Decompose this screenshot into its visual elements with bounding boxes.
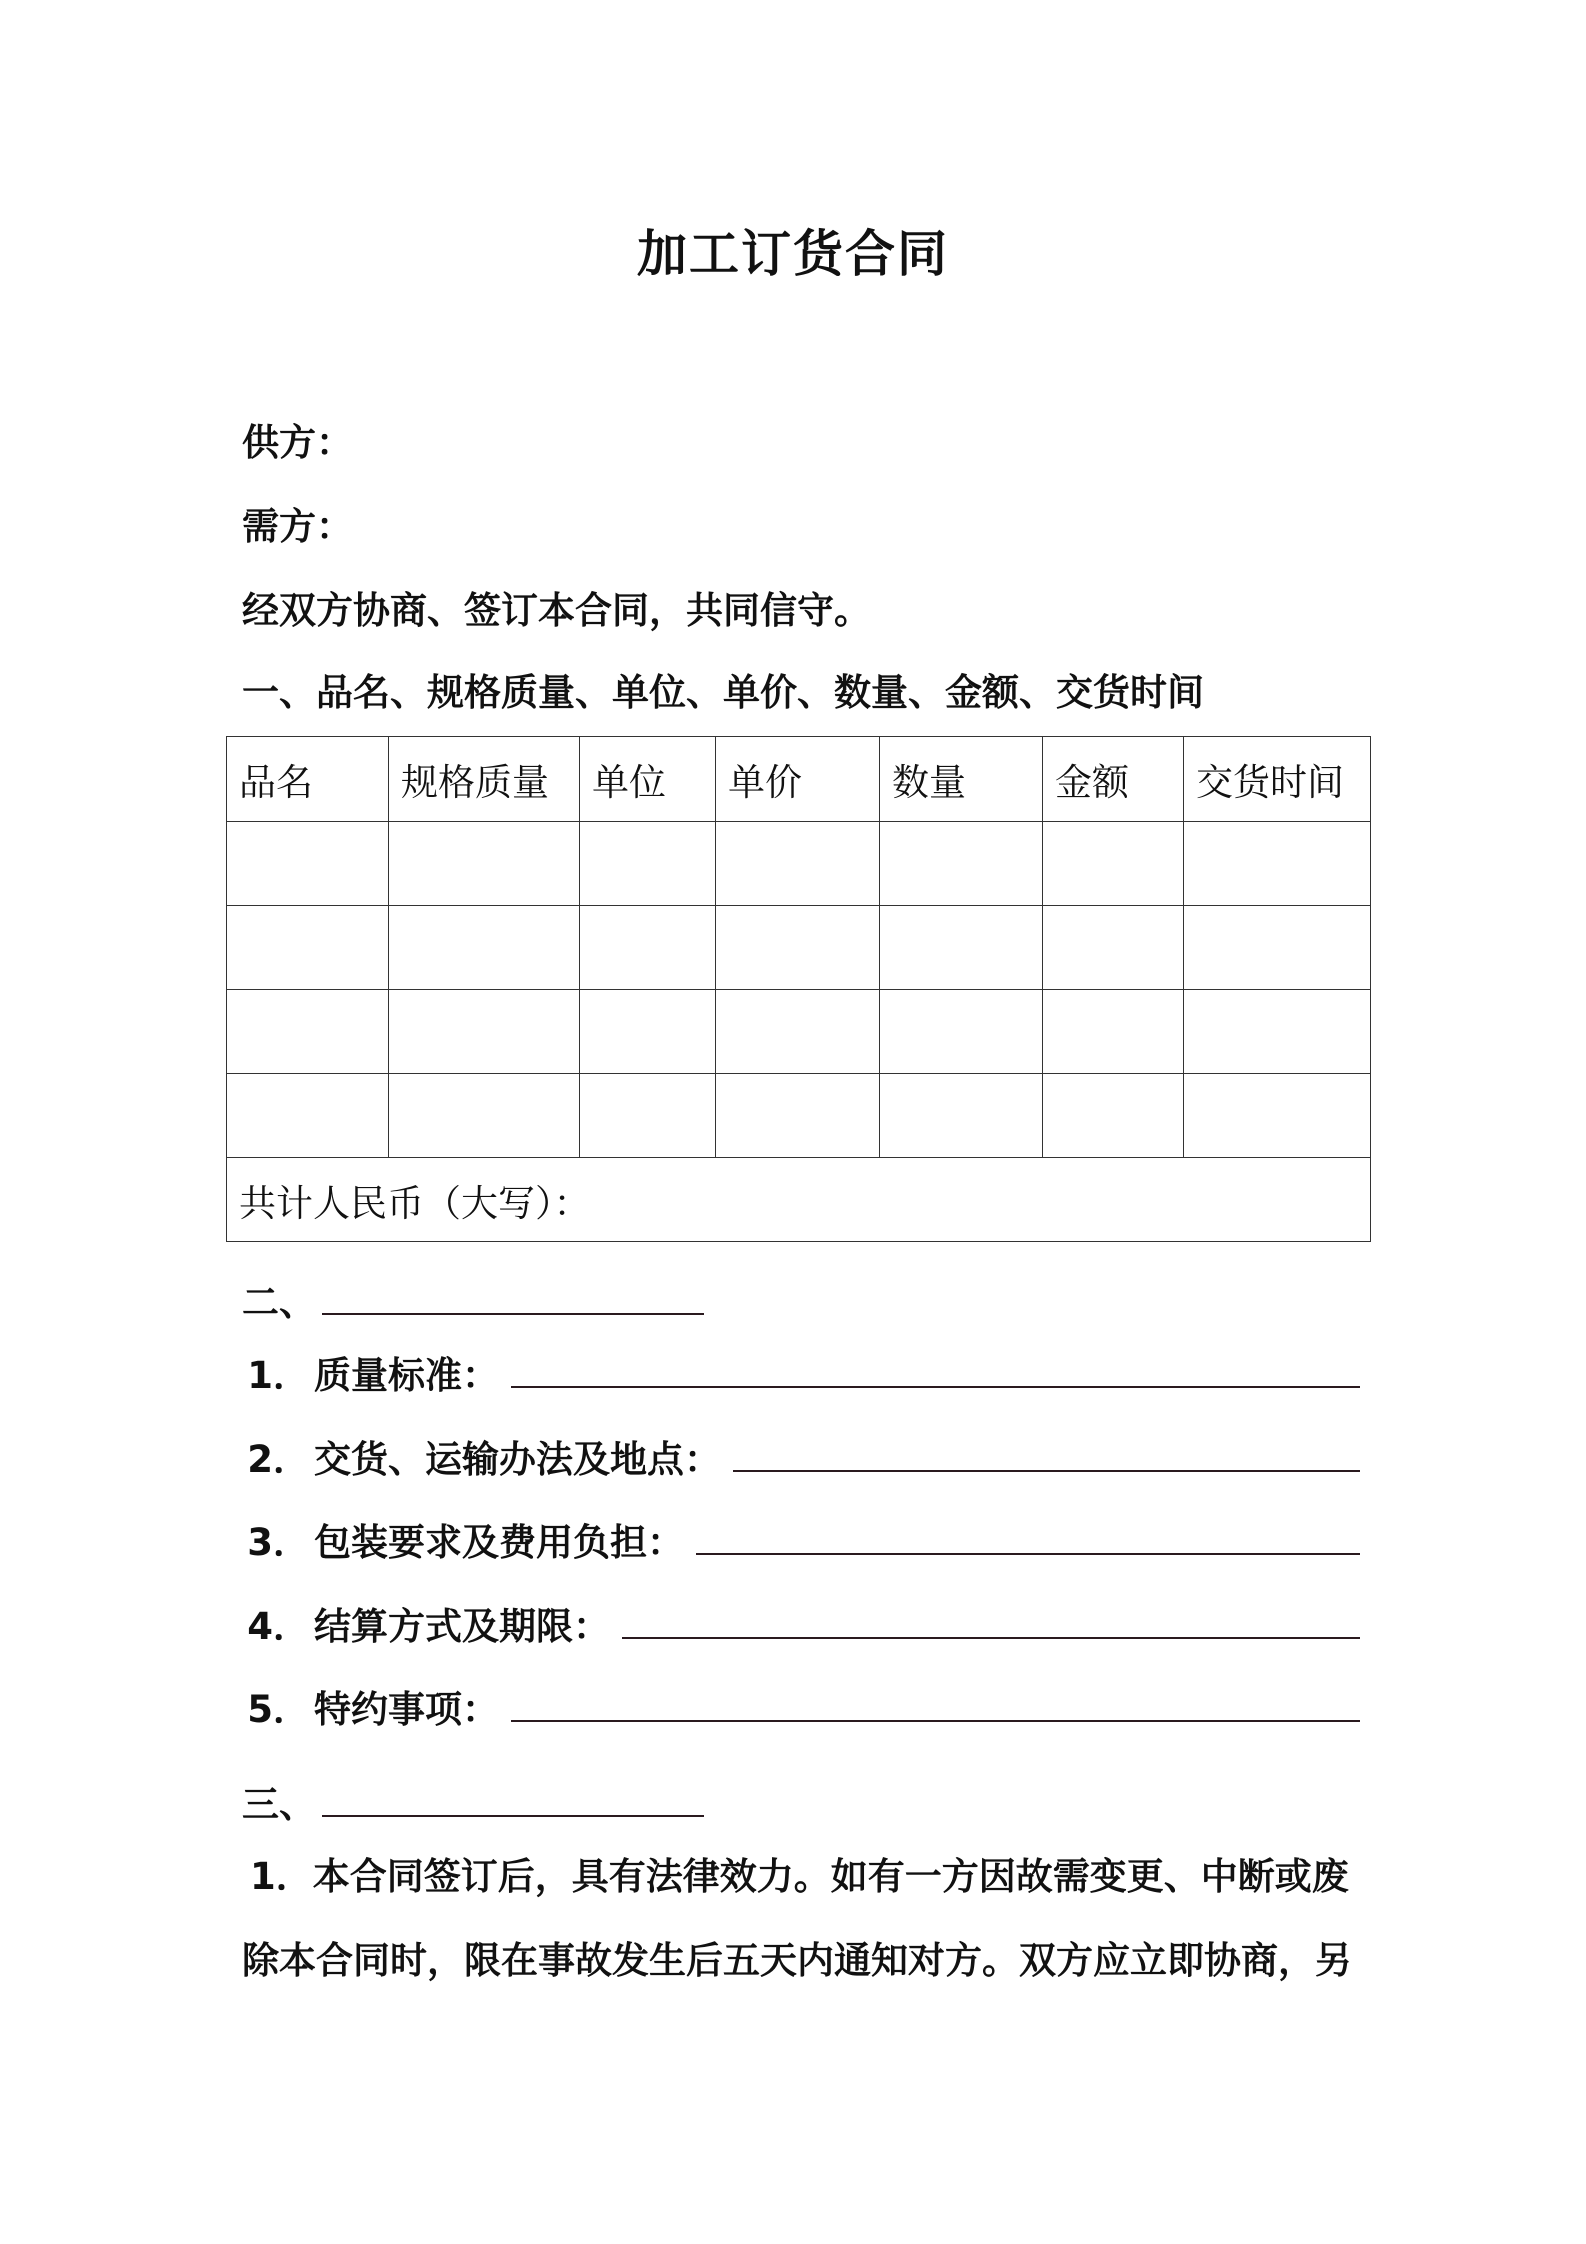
settlement-blank[interactable] xyxy=(622,1603,1360,1639)
section2-item-settlement xyxy=(242,1596,1360,1650)
table-cell[interactable] xyxy=(227,990,389,1074)
table-cell[interactable] xyxy=(227,906,389,990)
section2-heading: 二、 xyxy=(242,1281,316,1324)
item-number: 5． xyxy=(247,1688,310,1731)
table-total-row xyxy=(227,1158,1371,1242)
table-cell[interactable] xyxy=(880,1074,1043,1158)
table-row xyxy=(227,1074,1371,1158)
section3-heading-row xyxy=(242,1774,704,1828)
total-amount-label[interactable]: 共计人民币（大写）： xyxy=(227,1158,1371,1242)
buyer-label: 需方： xyxy=(242,505,353,548)
table-cell[interactable] xyxy=(1184,1074,1371,1158)
section1-heading: 一、品名、规格质量、单位、单价、数量、金额、交货时间 xyxy=(242,671,1204,714)
header-cell-unit: 单位 xyxy=(580,737,716,822)
item-label: 质量标准： xyxy=(314,1354,499,1397)
table-cell[interactable] xyxy=(389,822,580,906)
table-row xyxy=(227,990,1371,1074)
table-cell[interactable] xyxy=(389,906,580,990)
table-cell[interactable] xyxy=(1043,1074,1184,1158)
table-cell[interactable] xyxy=(580,1074,716,1158)
header-cell-name: 品名 xyxy=(227,737,389,822)
quality-standard-blank[interactable] xyxy=(511,1352,1360,1388)
section2-item-special-terms xyxy=(242,1679,1360,1733)
item-label: 包装要求及费用负担： xyxy=(314,1521,684,1564)
section2-heading-row xyxy=(242,1272,704,1326)
table-cell[interactable] xyxy=(389,1074,580,1158)
supplier-label: 供方： xyxy=(242,421,353,464)
table-cell[interactable] xyxy=(389,990,580,1074)
table-cell[interactable] xyxy=(880,906,1043,990)
item-number: 4． xyxy=(247,1605,310,1648)
item-number: 1． xyxy=(247,1354,310,1397)
table-cell[interactable] xyxy=(227,1074,389,1158)
document-title: 加工订货合同 xyxy=(637,225,949,283)
table-cell[interactable] xyxy=(716,990,880,1074)
section2-item-delivery xyxy=(242,1429,1360,1483)
table-cell[interactable] xyxy=(716,906,880,990)
table-cell[interactable] xyxy=(227,822,389,906)
table-cell[interactable] xyxy=(580,906,716,990)
header-cell-delivery-time: 交货时间 xyxy=(1184,737,1371,822)
table-cell[interactable] xyxy=(1184,990,1371,1074)
item-label: 交货、运输办法及地点： xyxy=(314,1438,721,1481)
packaging-blank[interactable] xyxy=(696,1519,1360,1555)
table-header-row xyxy=(227,737,1371,822)
table-row xyxy=(227,822,1371,906)
section3-paragraph-line2: 除本合同时，限在事故发生后五天内通知对方。双方应立即协商，另 xyxy=(242,1939,1352,1982)
table-cell[interactable] xyxy=(1043,906,1184,990)
section3-heading: 三、 xyxy=(242,1783,316,1826)
table-cell[interactable] xyxy=(1184,906,1371,990)
section3-paragraph-line1: 1．本合同签订后，具有法律效力。如有一方因故需变更、中断或废 xyxy=(250,1855,1349,1898)
table-cell[interactable] xyxy=(880,822,1043,906)
table-cell[interactable] xyxy=(716,822,880,906)
special-terms-blank[interactable] xyxy=(511,1686,1360,1722)
table-cell[interactable] xyxy=(580,822,716,906)
header-cell-quantity: 数量 xyxy=(880,737,1043,822)
delivery-method-blank[interactable] xyxy=(733,1436,1360,1472)
section2-title-blank[interactable] xyxy=(322,1275,704,1315)
header-cell-spec: 规格质量 xyxy=(389,737,580,822)
header-cell-amount: 金额 xyxy=(1043,737,1184,822)
section3-title-blank[interactable] xyxy=(322,1777,704,1817)
table-row xyxy=(227,906,1371,990)
item-label: 特约事项： xyxy=(314,1688,499,1731)
table-cell[interactable] xyxy=(580,990,716,1074)
item-label: 结算方式及期限： xyxy=(314,1605,610,1648)
section2-item-quality xyxy=(242,1345,1360,1399)
table-cell[interactable] xyxy=(1043,990,1184,1074)
item-number: 2． xyxy=(247,1438,310,1481)
header-cell-unit-price: 单价 xyxy=(716,737,880,822)
item-number: 3． xyxy=(247,1521,310,1564)
table-cell[interactable] xyxy=(1184,822,1371,906)
table-cell[interactable] xyxy=(716,1074,880,1158)
table-cell[interactable] xyxy=(880,990,1043,1074)
section2-item-packaging xyxy=(242,1512,1360,1566)
table-cell[interactable] xyxy=(1043,822,1184,906)
goods-table xyxy=(226,736,1371,1242)
intro-text: 经双方协商、签订本合同，共同信守。 xyxy=(242,589,871,632)
